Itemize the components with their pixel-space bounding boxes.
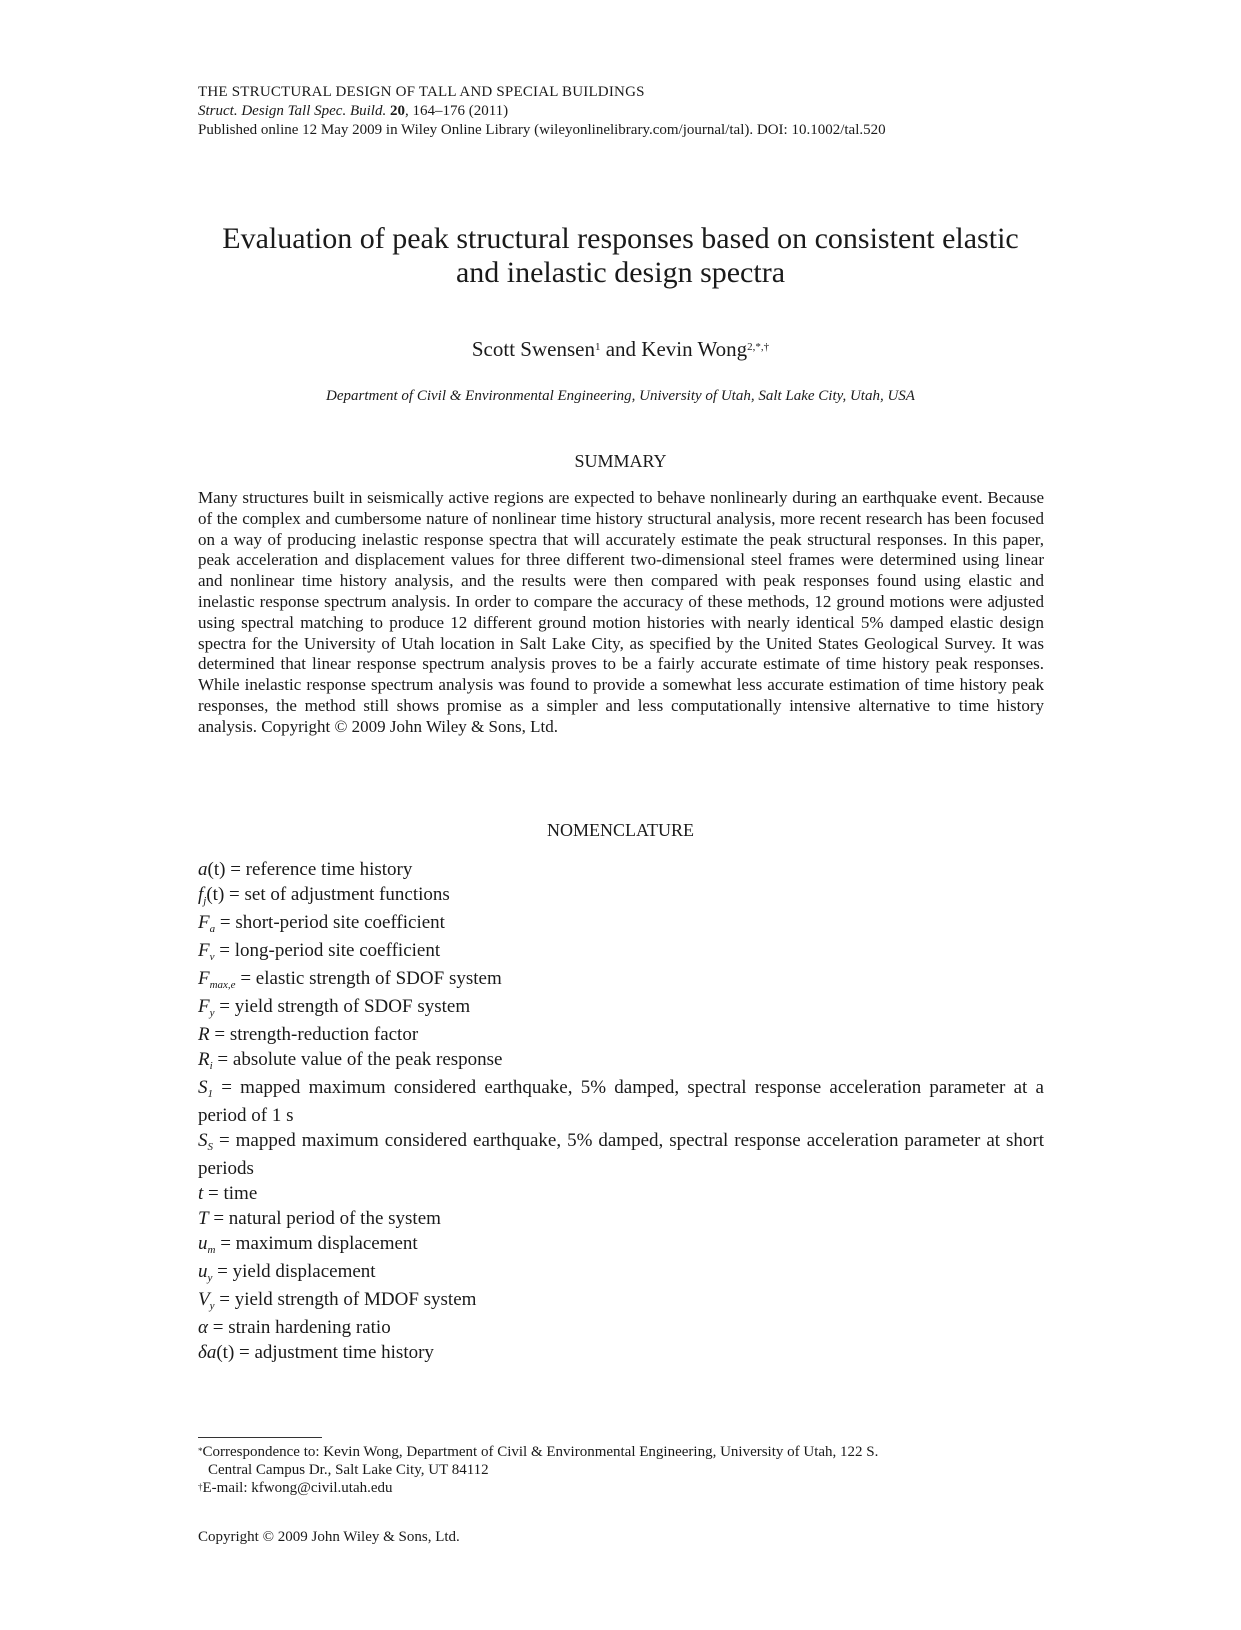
nomenclature-definition: = long-period site coefficient: [214, 940, 441, 961]
nomenclature-definition: = mapped maximum considered earthquake, 5% damped, spectral response acceleration parameter at a period of 1 s: [198, 1077, 1044, 1126]
nomenclature-definition: = strain hardening ratio: [207, 1317, 391, 1338]
nomenclature-item: [198, 1047, 1044, 1075]
nomenclature-subscript: j: [203, 895, 207, 907]
correspondence-line-1: Correspondence to: Kevin Wong, Department of Civil & Environmental Engineering, University of Utah, 122 S.: [202, 1444, 879, 1460]
nomenclature-subscript: y: [207, 1272, 213, 1284]
nomenclature-argument: (t): [207, 859, 226, 880]
nomenclature-symbol: T: [198, 1208, 209, 1229]
nomenclature-subscript: y: [209, 1300, 215, 1312]
nomenclature-symbol: u: [198, 1233, 208, 1254]
nomenclature-definition: = strength-reduction factor: [209, 1024, 419, 1045]
journal-name: THE STRUCTURAL DESIGN OF TALL AND SPECIAL BUILDINGS: [198, 84, 645, 100]
nomenclature-subscript: 1: [207, 1088, 213, 1100]
nomenclature-definition: = short-period site coefficient: [215, 912, 445, 933]
nomenclature-symbol: F: [198, 968, 210, 989]
published-online-line: Published online 12 May 2009 in Wiley Online Library (wileyonlinelibrary.com/journal/tal). DOI: 10.1002/tal.520: [198, 122, 886, 138]
nomenclature-symbol: V: [198, 1289, 210, 1310]
nomenclature-item: [198, 1181, 1044, 1206]
nomenclature-item: [198, 1075, 1044, 1128]
nomenclature-item: [198, 1287, 1044, 1315]
email-text: E-mail: kfwong@civil.utah.edu: [202, 1480, 393, 1496]
affiliation: Department of Civil & Environmental Engineering, University of Utah, Salt Lake City, Utah, USA: [326, 388, 915, 404]
nomenclature-item: [198, 1128, 1044, 1181]
correspondence-mark: *: [198, 1446, 203, 1456]
nomenclature-item: [198, 1231, 1044, 1259]
citation-pages: , 164–176 (2011): [404, 103, 509, 119]
nomenclature-symbol: u: [198, 1261, 208, 1282]
nomenclature-item: [198, 1315, 1044, 1340]
nomenclature-item: [198, 1206, 1044, 1231]
author-list: [150, 337, 1091, 361]
nomenclature-symbol: f: [198, 884, 204, 905]
nomenclature-symbol: t: [198, 1183, 204, 1204]
nomenclature-item: [198, 994, 1044, 1022]
nomenclature-heading: NOMENCLATURE: [547, 820, 694, 840]
nomenclature-argument: (t): [206, 884, 225, 905]
nomenclature-symbol: F: [198, 996, 210, 1017]
summary-heading: SUMMARY: [574, 451, 667, 471]
nomenclature-definition: = elastic strength of SDOF system: [235, 968, 502, 989]
nomenclature-symbol: F: [198, 912, 210, 933]
nomenclature-subscript: a: [209, 923, 216, 935]
nomenclature-definition: = reference time history: [225, 859, 413, 880]
nomenclature-definition: = yield displacement: [212, 1261, 376, 1282]
nomenclature-item: [198, 1022, 1044, 1047]
nomenclature-item: [198, 938, 1044, 966]
nomenclature-definition: = absolute value of the peak response: [212, 1049, 503, 1070]
citation-line: [198, 102, 508, 120]
author-2-affil-mark: 2,*,†: [747, 341, 770, 353]
nomenclature-symbol: R: [198, 1049, 210, 1070]
nomenclature-symbol: δa: [198, 1342, 217, 1363]
paper-title-line-2: and inelastic design spectra: [455, 256, 786, 289]
nomenclature-symbol: F: [198, 940, 210, 961]
email-mark: †: [198, 1482, 203, 1492]
author-1: Scott Swensen: [471, 337, 595, 361]
nomenclature-definition: = time: [203, 1183, 258, 1204]
nomenclature-item: [198, 910, 1044, 938]
paper-title-line-1: Evaluation of peak structural responses based on consistent elastic: [222, 222, 1019, 255]
nomenclature-symbol: R: [198, 1024, 210, 1045]
nomenclature-subscript: y: [209, 1007, 215, 1019]
citation-volume: 20: [389, 103, 405, 119]
nomenclature-argument: (t): [216, 1342, 235, 1363]
nomenclature-subscript: i: [209, 1060, 213, 1072]
author-2: Kevin Wong: [641, 337, 748, 361]
citation-journal: Struct. Design Tall Spec. Build.: [198, 103, 387, 119]
footnote-divider: [198, 1437, 322, 1438]
nomenclature-symbol: S: [198, 1130, 208, 1151]
nomenclature-item: [198, 882, 1044, 910]
nomenclature-definition: = set of adjustment functions: [224, 884, 450, 905]
paper-title: [150, 222, 1091, 290]
nomenclature-item: [198, 857, 1044, 882]
nomenclature-item: [198, 1340, 1044, 1365]
nomenclature-symbol: a: [198, 859, 208, 880]
nomenclature-symbol: S: [198, 1077, 208, 1098]
nomenclature-definition: = mapped maximum considered earthquake, 5% damped, spectral response acceleration parameter at short periods: [198, 1130, 1044, 1179]
correspondence-footnote: [198, 1443, 1044, 1479]
nomenclature-subscript: m: [207, 1244, 216, 1256]
summary-text: Many structures built in seismically active regions are expected to behave nonlinearly during an earthquake event. Because of the complex and cumbersome nature of nonlinear time history structural analysis, more recent research has been focused on a way of producing inelastic response spectra that will accurately estimate the peak structural responses. In this paper, peak acceleration and displacement values for three different two-dimensional steel frames were determined using linear and nonlinear time history analysis, and the results were then compared with peak responses found using elastic and inelastic response spectrum analysis. In order to compare the accuracy of these methods, 12 ground motions were adjusted using spectral matching to produce 12 different ground motion histories with nearly identical 5% damped elastic design spectra for the University of Utah location in Salt Lake City, as specified by the United States Geological Survey. It was determined that linear response spectrum analysis proves to be a fairly accurate estimate of time history peak responses. While inelastic response spectrum analysis was found to provide a somewhat less accurate estimation of time history peak responses, the method still shows promise as a simpler and less computationally intensive alternative to time history analysis. Copyright © 2009 John Wiley & Sons, Ltd.: [198, 488, 1044, 736]
nomenclature-subscript: v: [209, 951, 215, 963]
nomenclature-definition: = maximum displacement: [215, 1233, 418, 1254]
author-1-affil-mark: 1: [594, 341, 601, 353]
copyright-footer: Copyright © 2009 John Wiley & Sons, Ltd.: [198, 1529, 460, 1545]
email-footnote: [198, 1479, 1044, 1497]
nomenclature-definition: = yield strength of MDOF system: [214, 1289, 477, 1310]
nomenclature-subscript: S: [207, 1141, 213, 1153]
nomenclature-symbol: α: [198, 1317, 208, 1338]
author-separator: and: [600, 337, 642, 361]
nomenclature-definition: = natural period of the system: [208, 1208, 441, 1229]
nomenclature-definition: = adjustment time history: [234, 1342, 434, 1363]
nomenclature-definition: = yield strength of SDOF system: [214, 996, 471, 1017]
nomenclature-item: [198, 1259, 1044, 1287]
nomenclature-subscript: max,e: [209, 979, 236, 991]
nomenclature-list: [198, 857, 1044, 1365]
nomenclature-item: [198, 966, 1044, 994]
correspondence-line-2: Central Campus Dr., Salt Lake City, UT 84112: [208, 1462, 489, 1478]
